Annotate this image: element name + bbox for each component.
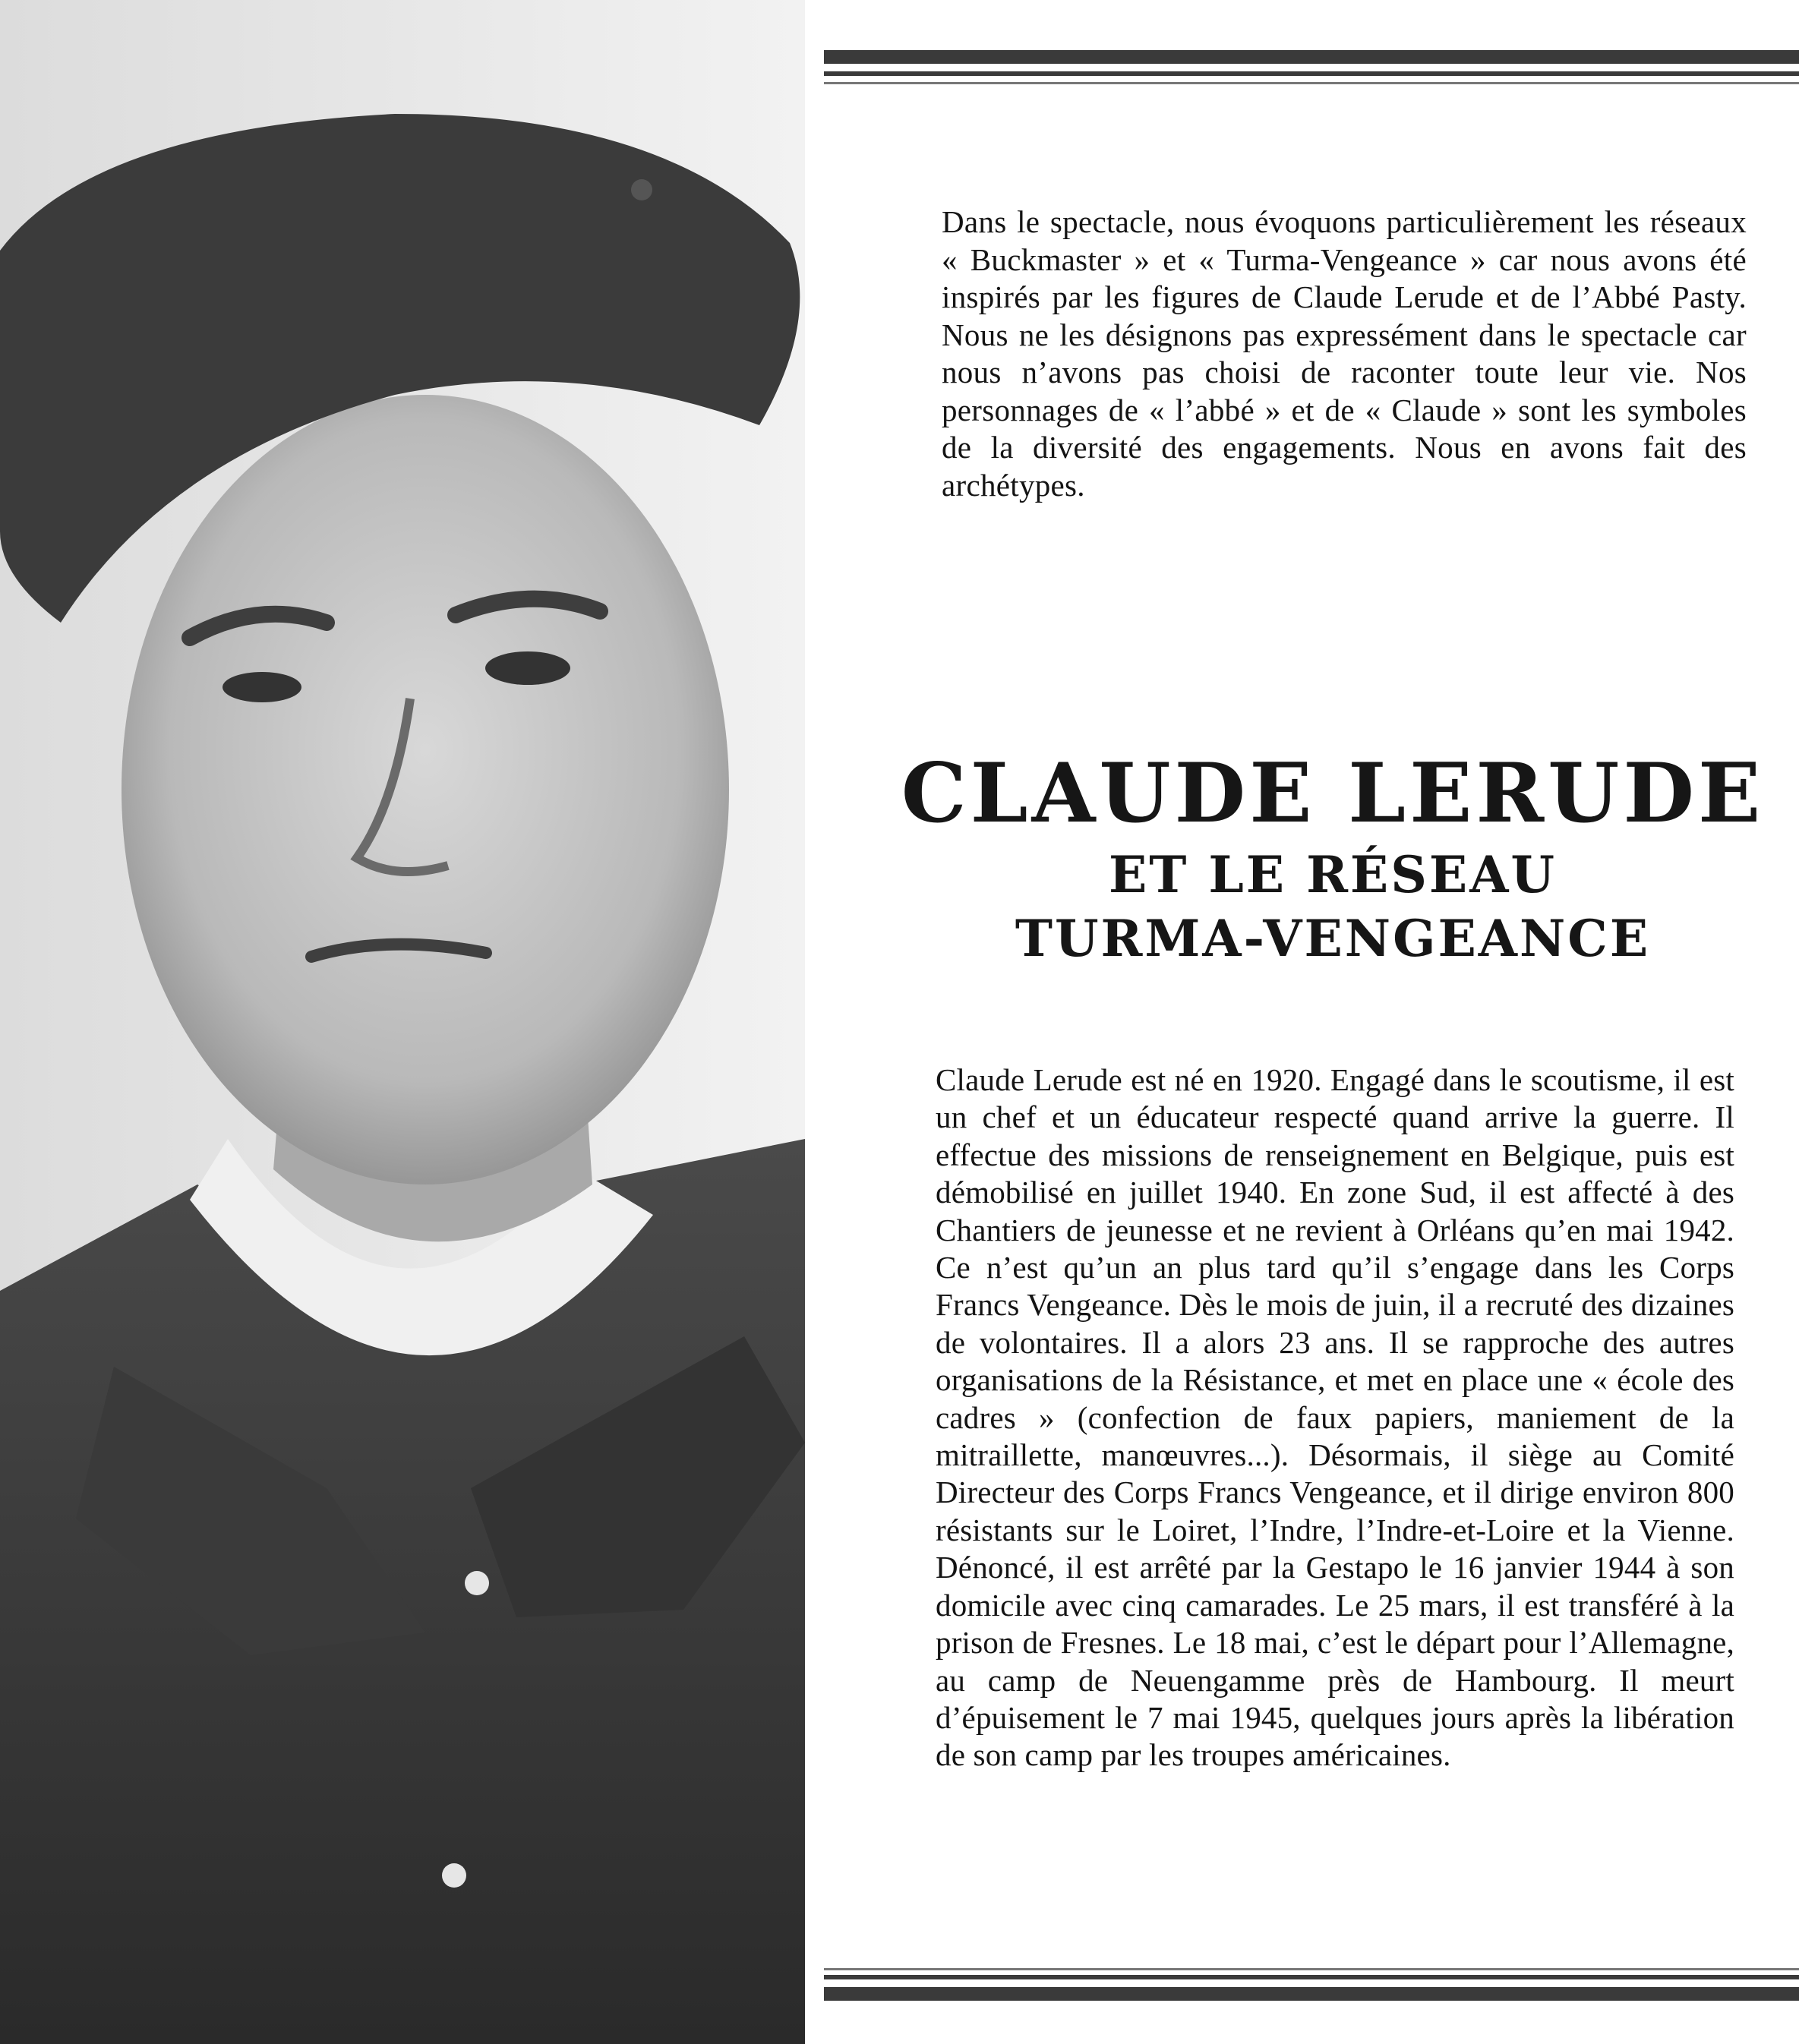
headline-name: CLAUDE LERUDE (901, 746, 1765, 841)
headline (866, 744, 1799, 970)
bottom-rule-thick (824, 1987, 1799, 2001)
top-rule-hairline (824, 82, 1799, 84)
intro-section (942, 203, 1747, 504)
bottom-rule-thin (824, 1975, 1799, 1979)
top-rule-thin (824, 71, 1799, 76)
headline-subtitle-line-1: ET LE RÉSEAU (1109, 845, 1557, 904)
biography-paragraph: Claude Lerude est né en 1920. Engagé dans le scoutisme, il est un chef et un éducateur respecté quand arrive la guerre. Il effectue des missions de renseignement en Belgique, puis est démobilisé en juillet 1940. En zone Sud, il est affecté à des Chantiers de jeunesse et ne revient à Orléans qu’en mai 1942. Ce n’est qu’un an plus tard qu’il s’engage dans les Corps Francs Vengeance. Dès le mois de juin, il a recruté des dizaines de volontaires. Il a alors 23 ans. Il se rapproche des autres organisations de la Résistance, et met en place une « école des cadres » (confection de faux papiers, maniement de la mitraillette, manœuvres...). Désormais, il siège au Comité Directeur des Corps Francs Vengeance, et il dirige environ 800 résistants sur le Loiret, l’Indre, l’Indre-et-Loire et la Vienne. Dénoncé, il est arrêté par la Gestapo le 16 janvier 1944 à son domicile avec cinq camarades. Le 25 mars, il est transféré à la prison de Fresnes. Le 18 mai, c’est le départ pour l’Allemagne, au camp de Neuengamme près de Hambourg. Il meurt d’épuisement le 7 mai 1945, quelques jours après la libération de son camp par les troupes américaines. (936, 1062, 1734, 1773)
portrait-illustration (0, 0, 805, 2044)
intro-paragraph: Dans le spectacle, nous évoquons particulièrement les réseaux « Buckmaster » et « Turma-Vengeance » car nous avons été inspirés par les figures de Claude Lerude et de l’Abbé Pasty. Nous ne les désignons pas expressément dans le spectacle car nous n’avons pas choisi de raconter toute leur vie. Nos personnages de « l’abbé » et de « Claude » sont les symboles de la diversité des engagements. Nous en avons fait des archétypes. (942, 204, 1747, 503)
biography-section (936, 1061, 1734, 1774)
bottom-rule-hairline (824, 1968, 1799, 1970)
top-rule-thick (824, 50, 1799, 64)
headline-subtitle-line-2: TURMA-VENGEANCE (1015, 909, 1651, 968)
portrait-photo (0, 0, 805, 2044)
